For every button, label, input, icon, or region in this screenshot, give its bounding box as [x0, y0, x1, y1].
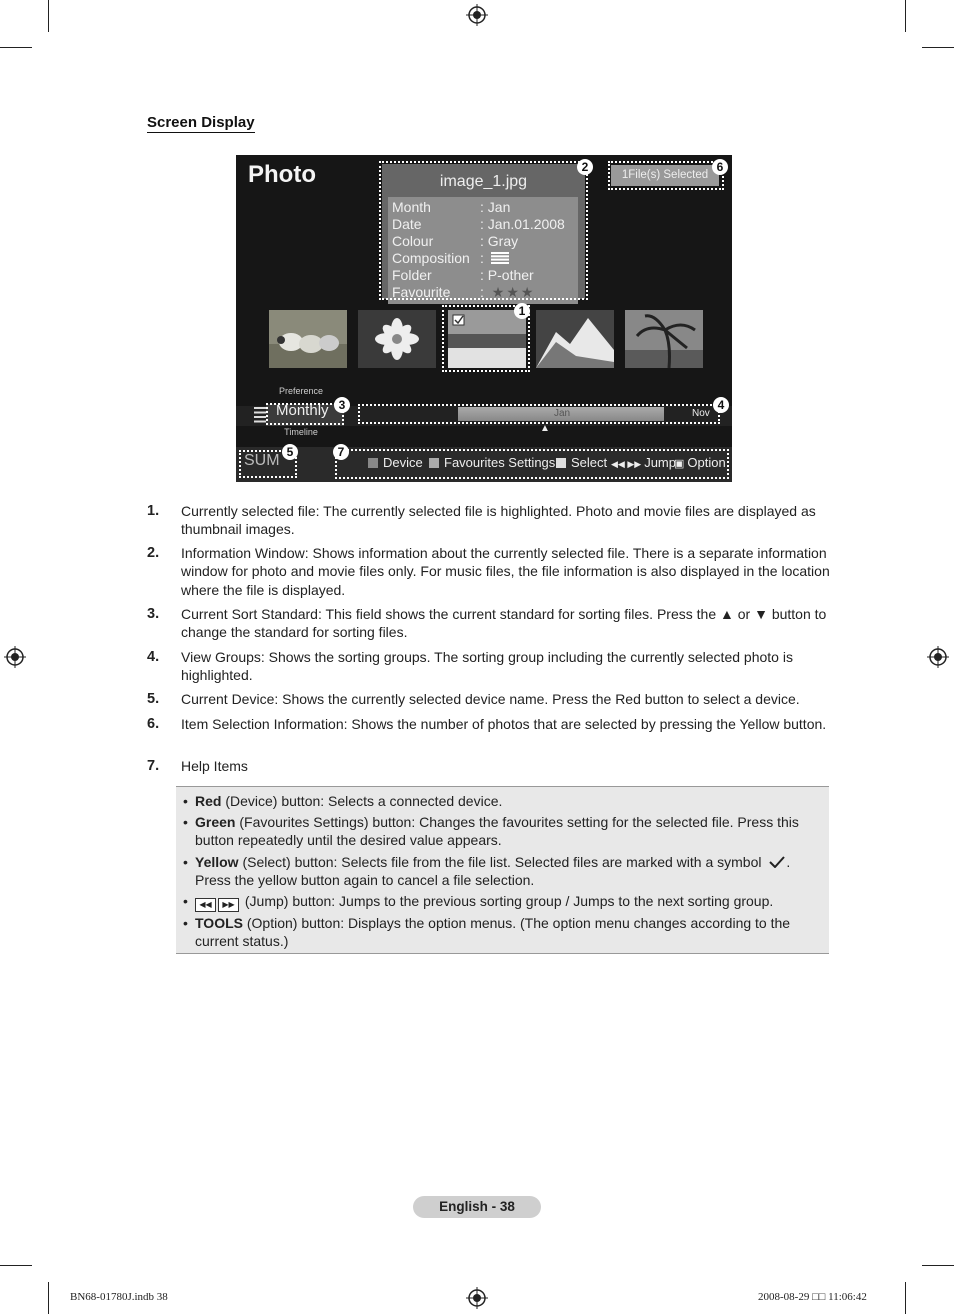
list-item: 3. Current Sort Standard: This field shows the current standard for sorting files. Press the ▲ or ▼ button to change the standard for sorting files.: [147, 606, 827, 641]
info-row-folder: Folder : P-other: [392, 267, 534, 283]
photo-screen: [236, 155, 732, 482]
crop-mark: [905, 0, 906, 32]
info-row-favourite: Favourite : ★★★: [392, 284, 536, 300]
help-device: Device: [368, 455, 423, 470]
note-tools: • TOOLS (Option) button: Displays the option menus. (The option menu changes according to the current status.): [183, 915, 791, 950]
device-name[interactable]: SUM: [244, 452, 280, 469]
group-pointer-icon: ▲: [540, 423, 550, 434]
callout-badge-5: 5: [282, 444, 298, 460]
list-item: 4. View Groups: Shows the sorting groups. The sorting group including the currently selected photo is highlighted.: [147, 649, 793, 684]
jump-icon: ◀◀ ▶▶: [611, 459, 642, 469]
help-jump: ◀◀ ▶▶ Jump: [611, 455, 676, 470]
selection-info: 1File(s) Selected: [611, 165, 719, 186]
callout-badge-4: 4: [713, 397, 729, 413]
note-jump: • ◀◀ ▶▶ (Jump) button: Jumps to the previous sorting group / Jumps to the next sorting group.: [183, 892, 823, 912]
thumbnail-sheep[interactable]: [269, 310, 347, 368]
group-current: Jan: [554, 408, 571, 419]
preference-label: Preference: [278, 386, 324, 396]
thumbnail-palm[interactable]: [625, 310, 703, 368]
thumbnail-mountain[interactable]: [536, 310, 614, 368]
rewind-button-icon: ◀◀: [195, 898, 216, 912]
callout-badge-7: 7: [333, 444, 349, 460]
crop-mark: [48, 1282, 49, 1314]
callout-badge-6: 6: [712, 159, 728, 175]
callout-box-sort: [266, 403, 344, 425]
crop-mark: [922, 47, 954, 48]
list-item: 6. Item Selection Information: Shows the number of photos that are selected by pressing the Yellow button.: [147, 716, 827, 732]
crop-mark: [0, 1265, 32, 1266]
registration-mark-icon: [466, 4, 488, 26]
info-row-colour: Colour : Gray: [392, 233, 519, 249]
thumbnail-flower[interactable]: [358, 310, 436, 368]
print-date: 2008-08-29 □□ 11:06:42: [758, 1291, 867, 1303]
callout-box-selection: [608, 161, 724, 190]
notes-box: [176, 786, 829, 954]
favourite-stars: ★★★: [491, 284, 536, 300]
callout-box-groups: [358, 404, 720, 424]
info-row-composition: Composition :: [392, 250, 509, 266]
sort-list-icon: [254, 407, 266, 423]
group-next: Nov: [692, 408, 710, 419]
section-title: Screen Display: [147, 114, 255, 131]
note-green: • Green (Favourites Settings) button: Changes the favourites setting for the selected file. Press this button repeatedly until the desired value appears.: [183, 814, 799, 849]
crop-mark: [922, 1265, 954, 1266]
note-red: • Red (Device) button: Selects a connected device.: [183, 793, 503, 809]
callout-badge-2: 2: [577, 159, 593, 175]
note-yellow: • Yellow (Select) button: Selects file from the file list. Selected files are marked with a symbol . Press the yellow button again to cancel a file selection.: [183, 854, 791, 889]
page-number-badge: English - 38: [413, 1196, 541, 1218]
info-row-month: Month : Jan: [392, 199, 511, 215]
list-item: 2. Information Window: Shows information about the currently selected file. There is a separate information window for photo and movie files only. For music files, the file information is also displayed in the location where the file is displayed.: [147, 545, 830, 598]
info-filename: image_1.jpg: [439, 173, 528, 190]
tools-icon: ▣: [674, 458, 685, 470]
registration-mark-icon: [4, 646, 26, 668]
registration-mark-icon: [927, 646, 949, 668]
callout-box-info: [379, 161, 588, 300]
sort-standard-label: Monthly: [276, 402, 329, 419]
print-file-name: BN68-01780J.indb 38: [70, 1291, 168, 1303]
info-row-date: Date : Jan.01.2008: [392, 216, 565, 232]
list-item: 1. Currently selected file: The currently selected file is highlighted. Photo and movie files are displayed as thumbnail images.: [147, 503, 816, 538]
crop-mark: [905, 1282, 906, 1314]
crop-mark: [0, 47, 32, 48]
help-option: ▣ Option: [674, 455, 726, 470]
callout-badge-1: 1: [514, 303, 530, 319]
crop-mark: [48, 0, 49, 32]
screen-title: Photo: [248, 161, 316, 188]
timeline-label: Timeline: [284, 427, 318, 437]
callout-badge-3: 3: [334, 397, 350, 413]
list-item: 5. Current Device: Shows the currently selected device name. Press the Red button to select a device.: [147, 691, 800, 707]
forward-button-icon: ▶▶: [218, 898, 239, 912]
help-select: Select: [556, 455, 607, 470]
registration-mark-icon: [466, 1287, 488, 1309]
list-item: 7. Help Items: [147, 758, 248, 774]
checkmark-icon: [769, 856, 785, 868]
help-favourites: Favourites Settings: [429, 455, 555, 470]
